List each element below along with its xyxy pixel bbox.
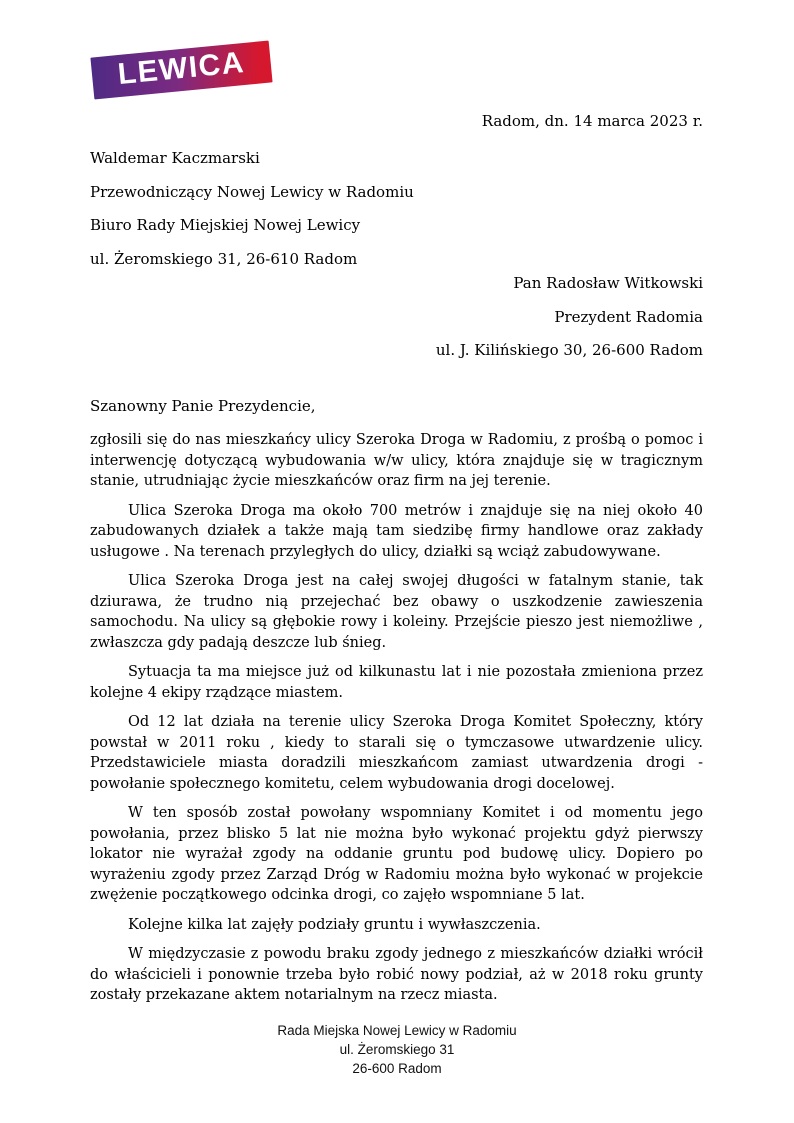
paragraph: Kolejne kilka lat zajęły podziały gruntu i wywłaszczenia. (128, 916, 541, 933)
footer-block (0, 1021, 794, 1078)
recipient-address: ul. J. Kilińskiego 30, 26-600 Radom (435, 341, 703, 359)
sender-address: ul. Żeromskiego 31, 26-610 Radom (90, 249, 358, 268)
recipient-title: Prezydent Radomia (554, 307, 703, 326)
paragraph: Od 12 lat działa na terenie ulicy Szeroka Droga Komitet Społeczny, który powstał w 2011 roku , kiedy to starali się o tymczasowe utwardzenie ulicy. Przedstawiciele miasta doradzili mieszkańcom zamiast utwardzenia drogi - powołanie społecznego komitetu, celem wybudowania drogi docelowej. (90, 714, 703, 792)
sender-office: Biuro Rady Miejskiej Nowej Lewicy (90, 216, 361, 234)
letter-body (90, 430, 703, 1015)
paragraph: W międzyczasie z powodu braku zgody jednego z mieszkańców działki wrócił do właścicieli i ponownie trzeba było robić nowy podział, aż w 2018 roku grunty zostały przekazane aktem notarialnym na rzecz miasta. (90, 946, 703, 1003)
sender-block (90, 142, 414, 276)
recipient-name: Pan Radosław Witkowski (513, 274, 703, 292)
footer-street: ul. Żeromskiego 31 (339, 1042, 455, 1057)
lewica-logo-text: LEWICA (116, 45, 247, 92)
lewica-logo (90, 41, 272, 100)
paragraph: zgłosili się do nas mieszkańcy ulicy Szeroka Droga w Radomiu, z prośbą o pomoc i interwencję dotyczącą wybudowania w/w ulicy, która znajduje się w tragicznym stanie, utrudniając życie mieszkańców oraz firm na jej terenie. (90, 432, 703, 489)
paragraph: Ulica Szeroka Droga ma około 700 metrów i znajduje się na niej około 40 zabudowanych działek a także mają tam siedzibę firmy handlowe oraz zakłady usługowe . Na terenach przyległych do ulicy, działki są wciąż zabudowywane. (90, 502, 703, 560)
footer-organization: Rada Miejska Nowej Lewicy w Radomiu (277, 1023, 517, 1038)
footer-city: 26-600 Radom (352, 1061, 442, 1076)
paragraph: Sytuacja ta ma miejsce już od kilkunastu lat i nie pozostała zmieniona przez kolejne 4 ekipy rządzące miastem. (90, 664, 703, 701)
sender-name: Waldemar Kaczmarski (90, 149, 260, 167)
salutation: Szanowny Panie Prezydencie, (90, 397, 316, 415)
paragraph: Ulica Szeroka Droga jest na całej swojej długości w fatalnym stanie, tak dziurawa, że trudno nią przejechać bez obawy o uszkodzenie zawieszenia samochodu. Na ulicy są głębokie rowy i koleiny. Przejście pieszo jest niemożliwe , zwłaszcza gdy padają deszcze lub śnieg. (90, 573, 703, 651)
recipient-block (90, 267, 703, 368)
date-line: Radom, dn. 14 marca 2023 r. (481, 112, 703, 130)
sender-title: Przewodniczący Nowej Lewicy w Radomiu (90, 182, 414, 201)
paragraph: W ten sposób został powołany wspomniany Komitet i od momentu jego powołania, przez blisko 5 lat nie można było wykonać projektu gdyż pierwszy lokator nie wyrażał zgody na oddanie gruntu pod budowę ulicy. Dopiero po wyrażeniu zgody przez Zarząd Dróg w Radomiu można było wykonać w projekcie zwężenie początkowego odcinka drogi, co zajęło wspomniane 5 lat. (90, 805, 703, 903)
